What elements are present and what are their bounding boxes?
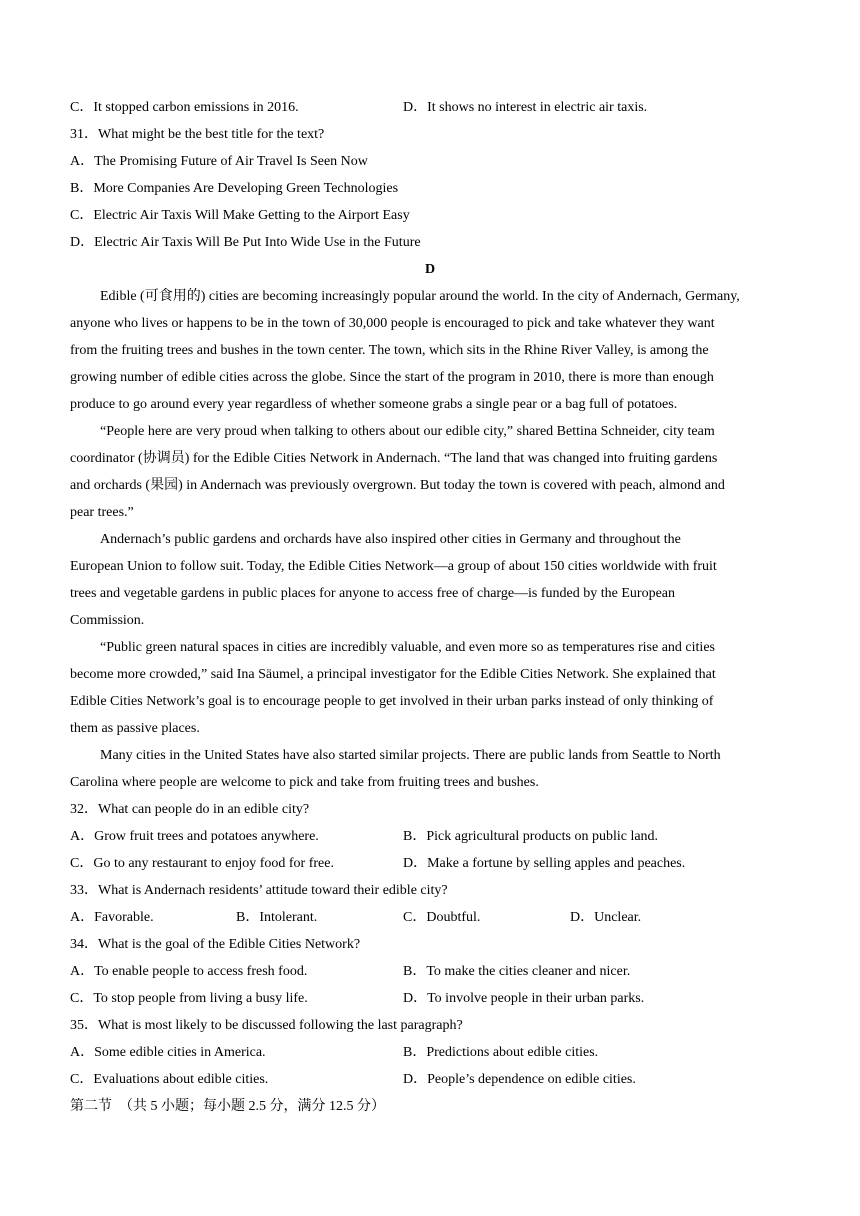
q35-option-d: D．People’s dependence on edible cities. — [403, 1072, 636, 1087]
q34-option-a: A．To enable people to access fresh food. — [70, 964, 308, 979]
q32-option-b: B．Pick agricultural products on public land. — [403, 829, 659, 844]
q33-stem: 33．What is Andernach residents’ attitude toward their edible city? — [70, 883, 448, 898]
q32-option-c: C．Go to any restaurant to enjoy food for free. — [70, 856, 334, 871]
para5-line2: Carolina where people are welcome to pick and take from fruiting trees and bushes. — [70, 775, 539, 790]
q34-option-d: D．To involve people in their urban parks. — [403, 991, 645, 1006]
q31-option-c: C．Electric Air Taxis Will Make Getting to the Airport Easy — [70, 208, 410, 223]
para4-line2: become more crowded,” said Ina Säumel, a principal investigator for the Edible Cities Network. She explained that — [70, 667, 716, 682]
q32-option-d: D．Make a fortune by selling apples and peaches. — [403, 856, 686, 871]
section-2-heading: 第二节 （共 5 小题；每小题 2.5 分，满分 12.5 分） — [70, 1099, 385, 1114]
q30-option-c: C．It stopped carbon emissions in 2016. — [70, 100, 299, 115]
para1-line3: from the fruiting trees and bushes in the town center. The town, which sits in the Rhine River Valley, is among the — [70, 343, 709, 358]
para1-line1: Edible (可食用的) cities are becoming increasingly popular around the world. In the city of Andernach, Germany, — [100, 289, 740, 304]
q35-option-b: B．Predictions about edible cities. — [403, 1045, 599, 1060]
q31-option-a: A．The Promising Future of Air Travel Is Seen Now — [70, 154, 368, 169]
q32-option-a: A．Grow fruit trees and potatoes anywhere. — [70, 829, 319, 844]
para1-line4: growing number of edible cities across the globe. Since the start of the program in 2010, there is more than enough — [70, 370, 714, 385]
para4-line4: them as passive places. — [70, 721, 200, 736]
q35-option-c: C．Evaluations about edible cities. — [70, 1072, 269, 1087]
para1-line5: produce to go around every year regardless of whether someone grabs a single pear or a bag full of potatoes. — [70, 397, 678, 412]
q35-option-a: A．Some edible cities in America. — [70, 1045, 266, 1060]
para4-line3: Edible Cities Network’s goal is to encourage people to get involved in their urban parks instead of only thinking of — [70, 694, 714, 709]
q33-option-d: D．Unclear. — [570, 910, 642, 925]
q35-stem: 35．What is most likely to be discussed following the last paragraph? — [70, 1018, 463, 1033]
para2-line1: “People here are very proud when talking to others about our edible city,” shared Bettina Schneider, city team — [100, 424, 715, 439]
q33-option-a: A．Favorable. — [70, 910, 154, 925]
para2-line2: coordinator (协调员) for the Edible Cities Network in Andernach. “The land that was changed into fruiting gardens — [70, 451, 718, 466]
q31-stem: 31．What might be the best title for the text? — [70, 127, 325, 142]
q34-stem: 34．What is the goal of the Edible Cities Network? — [70, 937, 361, 952]
para3-line2: European Union to follow suit. Today, the Edible Cities Network—a group of about 150 cities worldwide with fruit — [70, 559, 717, 574]
q31-option-b: B．More Companies Are Developing Green Technologies — [70, 181, 399, 196]
para2-line4: pear trees.” — [70, 505, 134, 520]
section-d-heading: D — [424, 262, 436, 277]
para3-line3: trees and vegetable gardens in public places for anyone to access free of charge—is funded by the European — [70, 586, 675, 601]
q34-option-c: C．To stop people from living a busy life. — [70, 991, 308, 1006]
q31-option-d: D．Electric Air Taxis Will Be Put Into Wide Use in the Future — [70, 235, 421, 250]
q33-option-b: B．Intolerant. — [236, 910, 318, 925]
para4-line1: “Public green natural spaces in cities are incredibly valuable, and even more so as temperatures rise and cities — [100, 640, 715, 655]
q32-stem: 32．What can people do in an edible city? — [70, 802, 310, 817]
q30-option-d: D．It shows no interest in electric air taxis. — [403, 100, 648, 115]
q34-option-b: B．To make the cities cleaner and nicer. — [403, 964, 631, 979]
para3-line1: Andernach’s public gardens and orchards have also inspired other cities in Germany and throughout the — [100, 532, 681, 547]
para2-line3: and orchards (果园) in Andernach was previously overgrown. But today the town is covered with peach, almond and — [70, 478, 725, 493]
q33-option-c: C．Doubtful. — [403, 910, 481, 925]
para1-line2: anyone who lives or happens to be in the town of 30,000 people is encouraged to pick and take whatever they want — [70, 316, 715, 331]
para3-line4: Commission. — [70, 613, 145, 628]
para5-line1: Many cities in the United States have also started similar projects. There are public lands from Seattle to North — [100, 748, 721, 763]
